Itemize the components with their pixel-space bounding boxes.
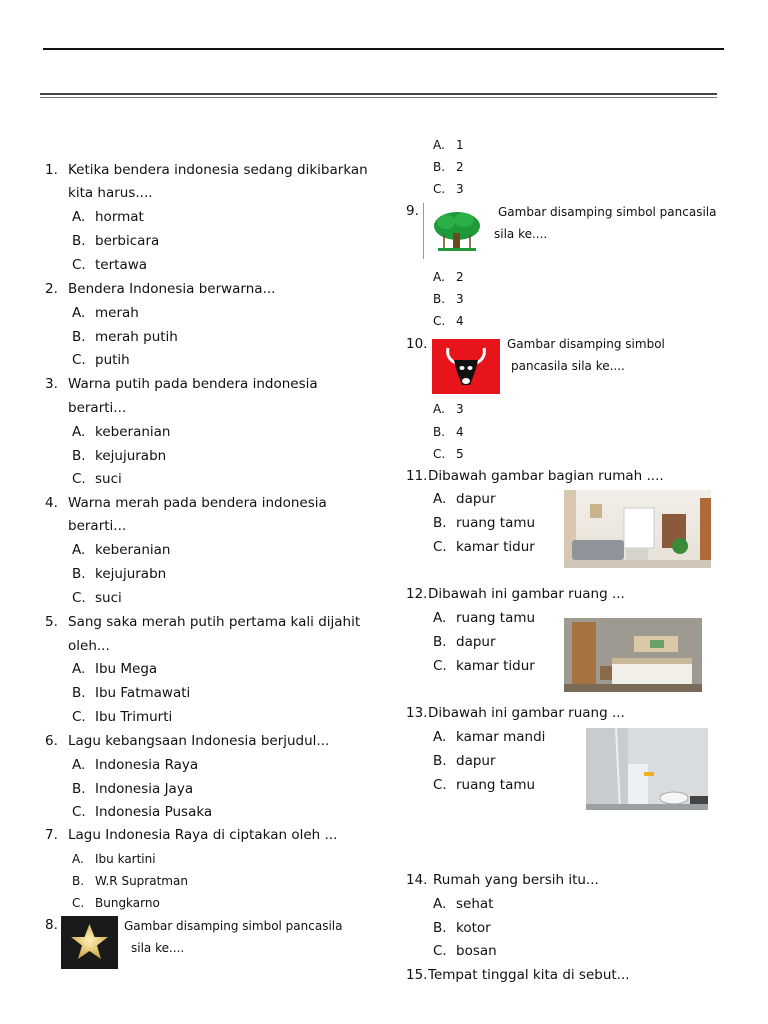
question-text: Dibawah gambar bagian rumah ....: [428, 468, 664, 484]
option-text: putih: [95, 352, 130, 368]
option-text: 2: [456, 160, 464, 174]
question-number: 10.: [406, 336, 428, 352]
question-number: 8.: [45, 917, 58, 933]
option-text: merah putih: [95, 329, 178, 345]
option-text: dapur: [456, 753, 496, 769]
option-letter: A.: [72, 424, 86, 440]
bull-head-icon: [432, 339, 500, 394]
question-number: 13.: [406, 705, 428, 721]
option-text: hormat: [95, 209, 144, 225]
header-double-rule-top: [40, 93, 717, 95]
question-number: 4.: [45, 495, 58, 511]
option-letter: C.: [72, 590, 86, 606]
option-text: kejujurabn: [95, 448, 167, 464]
header-rule: [43, 48, 724, 50]
option-letter: A.: [72, 542, 86, 558]
option-letter: B.: [72, 781, 86, 797]
option-text: Ibu kartini: [95, 852, 156, 866]
option-letter: B.: [72, 685, 86, 701]
question-text: sila ke....: [131, 941, 185, 955]
banyan-tree-icon: [424, 203, 488, 259]
option-text: Ibu Fatmawati: [95, 685, 191, 701]
question-text: Rumah yang bersih itu...: [433, 872, 599, 888]
question-number: 15.: [406, 967, 428, 983]
option-text: kamar tidur: [456, 658, 535, 674]
option-letter: A.: [433, 270, 445, 284]
bull-head-image: [432, 339, 500, 394]
option-text: kamar tidur: [456, 539, 535, 555]
option-letter: C.: [72, 471, 86, 487]
question-text: Gambar disamping simbol: [507, 337, 665, 351]
bedroom-illustration: [564, 618, 702, 692]
question-number: 1.: [45, 162, 58, 178]
question-text: Gambar disamping simbol pancasila: [498, 205, 717, 219]
option-letter: B.: [72, 566, 86, 582]
option-letter: A.: [433, 138, 445, 152]
option-letter: B.: [433, 425, 446, 439]
option-letter: A.: [72, 209, 86, 225]
question-number: 6.: [45, 733, 58, 749]
option-letter: C.: [72, 896, 85, 910]
question-number: 7.: [45, 827, 58, 843]
question-number: 3.: [45, 376, 58, 392]
option-text: 3: [456, 292, 464, 306]
option-letter: A.: [433, 402, 445, 416]
option-text: ruang tamu: [456, 515, 536, 531]
question-text: Ketika bendera indonesia sedang dikibarkan: [68, 162, 368, 178]
option-letter: C.: [433, 539, 447, 555]
option-letter: B.: [72, 329, 86, 345]
option-text: tertawa: [95, 257, 148, 273]
option-letter: C.: [72, 804, 86, 820]
star-icon: [61, 916, 118, 969]
option-letter: C.: [433, 777, 447, 793]
option-text: Indonesia Raya: [95, 757, 199, 773]
option-text: 4: [456, 314, 464, 328]
question-number: 2.: [45, 281, 58, 297]
option-text: 1: [456, 138, 464, 152]
option-letter: B.: [433, 515, 447, 531]
question-text: Bendera Indonesia berwarna...: [68, 281, 276, 297]
question-text: sila ke....: [494, 227, 548, 241]
option-letter: C.: [433, 658, 447, 674]
question-text: Dibawah ini gambar ruang ...: [428, 586, 625, 602]
option-letter: A.: [72, 305, 86, 321]
option-text: 3: [456, 402, 464, 416]
option-text: Indonesia Pusaka: [95, 804, 213, 820]
option-text: merah: [95, 305, 139, 321]
option-letter: A.: [433, 729, 447, 745]
option-letter: B.: [433, 634, 447, 650]
option-text: bosan: [456, 943, 497, 959]
option-letter: C.: [72, 352, 86, 368]
option-letter: C.: [433, 447, 446, 461]
option-text: 2: [456, 270, 464, 284]
question-number: 11.: [406, 468, 428, 484]
question-text: berarti...: [68, 400, 127, 416]
option-text: dapur: [456, 491, 496, 507]
option-text: 4: [456, 425, 464, 439]
option-text: Bungkarno: [95, 896, 160, 910]
question-number: 12.: [406, 586, 428, 602]
living-room-photo: [564, 490, 711, 568]
option-letter: B.: [433, 160, 446, 174]
option-text: sehat: [456, 896, 494, 912]
question-text: oleh...: [68, 638, 110, 654]
living-room-illustration: [564, 490, 711, 568]
option-text: ruang tamu: [456, 777, 536, 793]
option-text: keberanian: [95, 542, 171, 558]
option-text: suci: [95, 590, 122, 606]
option-letter: A.: [433, 491, 447, 507]
question-text: Warna merah pada bendera indonesia: [68, 495, 327, 511]
question-text: berarti...: [68, 518, 127, 534]
question-text: Gambar disamping simbol pancasila: [124, 919, 343, 933]
question-text: Lagu Indonesia Raya di ciptakan oleh ...: [68, 827, 338, 843]
question-number: 9.: [406, 203, 419, 219]
option-letter: C.: [433, 182, 446, 196]
option-letter: B.: [72, 233, 86, 249]
bedroom-photo: [564, 618, 702, 692]
option-text: Ibu Mega: [95, 661, 158, 677]
option-letter: A.: [72, 852, 84, 866]
option-text: 3: [456, 182, 464, 196]
question-number: 5.: [45, 614, 58, 630]
option-text: keberanian: [95, 424, 171, 440]
question-number: 14.: [406, 872, 428, 888]
question-text: pancasila sila ke....: [511, 359, 625, 373]
option-letter: B.: [433, 292, 446, 306]
bathroom-illustration: [586, 728, 708, 810]
option-text: suci: [95, 471, 122, 487]
question-text: Dibawah ini gambar ruang ...: [428, 705, 625, 721]
option-letter: B.: [433, 920, 447, 936]
option-text: 5: [456, 447, 464, 461]
header-double-rule-bottom: [40, 97, 717, 98]
option-letter: C.: [72, 709, 86, 725]
question-text: Warna putih pada bendera indonesia: [68, 376, 318, 392]
question-text: Lagu kebangsaan Indonesia berjudul...: [68, 733, 330, 749]
option-letter: A.: [433, 610, 447, 626]
option-text: W.R Supratman: [95, 874, 188, 888]
star-symbol-image: [61, 916, 118, 969]
option-text: kamar mandi: [456, 729, 546, 745]
option-letter: B.: [433, 753, 447, 769]
option-letter: B.: [72, 874, 85, 888]
option-text: berbicara: [95, 233, 160, 249]
option-letter: C.: [72, 257, 86, 273]
option-letter: C.: [433, 943, 447, 959]
option-letter: A.: [433, 896, 447, 912]
option-text: dapur: [456, 634, 496, 650]
option-text: ruang tamu: [456, 610, 536, 626]
option-letter: A.: [72, 661, 86, 677]
option-letter: A.: [72, 757, 86, 773]
option-text: kotor: [456, 920, 491, 936]
question-text: kita harus....: [68, 185, 153, 201]
question-text: Sang saka merah putih pertama kali dijahit: [68, 614, 361, 630]
option-letter: C.: [433, 314, 446, 328]
option-text: Indonesia Jaya: [95, 781, 194, 797]
bathroom-photo: [586, 728, 708, 810]
banyan-tree-image: [423, 203, 488, 259]
question-text: Tempat tinggal kita di sebut...: [428, 967, 630, 983]
option-text: Ibu Trimurti: [95, 709, 173, 725]
option-letter: B.: [72, 448, 86, 464]
option-text: kejujurabn: [95, 566, 167, 582]
